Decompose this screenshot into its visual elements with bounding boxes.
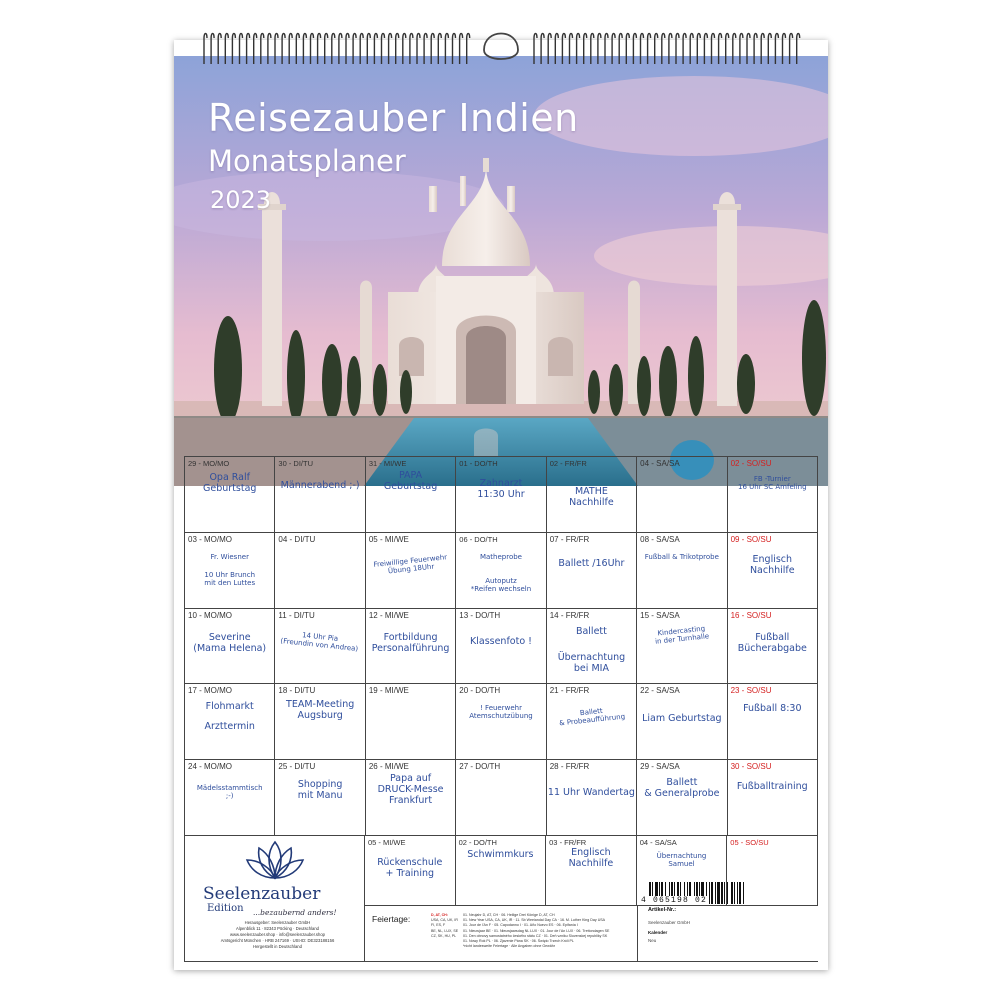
day-cell[interactable]: [547, 533, 637, 609]
day-label: 12 - MI/WE: [368, 610, 409, 620]
day-label: 11 - DI/TU: [278, 610, 315, 620]
day-cell[interactable]: [728, 533, 818, 609]
day-label: 04 - SA/SA: [639, 838, 677, 847]
day-cell[interactable]: [547, 457, 637, 533]
day-label: 29 - MO/MO: [188, 459, 230, 468]
handwritten-note: Autoputz *Reifen wechseln: [470, 576, 532, 593]
day-cell[interactable]: [456, 457, 546, 533]
day-label: 28 - FR/FR: [549, 762, 590, 772]
fine-print-line: Herausgeber: Seelenzauber GmbH: [244, 920, 311, 925]
day-label: 31 - MI/WE: [368, 459, 407, 468]
day-label: 05 - SO/SU: [730, 838, 769, 847]
day-cell[interactable]: [366, 533, 456, 609]
day-cell[interactable]: [185, 457, 275, 533]
holiday-line: *nicht landesweite Feiertage · Alle Angaben ohne Gewähr: [463, 944, 555, 949]
handwritten-note: Zahnarzt 11:30 Uhr: [477, 478, 525, 500]
day-label: 26 - MI/WE: [368, 762, 409, 772]
holiday-line: 01. Nieuwjaar BE · 01. Nieuwjaarsdag NL LUX · 01. Jour de l'An LUX · 06. Trettondagen SE: [463, 928, 610, 933]
fine-print-line: Amtsgericht München · HRB 247169 · USt-ID: DE323188156: [220, 938, 335, 943]
calendar-title: Reisezauber Indien: [208, 96, 579, 140]
day-cell[interactable]: [456, 684, 546, 760]
publisher-name: Seelenzauber: [203, 884, 321, 904]
day-cell[interactable]: [185, 684, 275, 760]
day-cell[interactable]: [185, 609, 275, 685]
day-label: 06 - DO/TH: [459, 534, 498, 544]
handwritten-note: Matheprobe: [479, 552, 522, 561]
day-cell[interactable]: [275, 760, 365, 836]
handwritten-note: Männerabend ;-): [280, 480, 360, 491]
day-label: 27 - DO/TH: [459, 762, 501, 772]
handwritten-note: PAPA Geburtstag: [383, 470, 438, 492]
handwritten-note: 11 Uhr Wandertag: [547, 787, 635, 799]
handwritten-note: Ballett /16Uhr: [558, 557, 625, 569]
product-status: Neu: [648, 938, 657, 943]
day-label: 02 - SO/SU: [730, 459, 772, 468]
day-cell[interactable]: [728, 609, 818, 685]
handwritten-note: Schwimmkurs: [467, 849, 534, 860]
day-label: 22 - SA/SA: [640, 686, 680, 696]
day-cell[interactable]: [547, 609, 637, 685]
handwritten-note: Opa Ralf Geburtstag: [203, 472, 257, 494]
day-cell[interactable]: [637, 760, 727, 836]
publisher-logo: [184, 836, 365, 962]
handwritten-note: FB -Turnier 16 Uhr SC Amfeling: [738, 475, 807, 492]
taj-mahal-photo: [174, 56, 828, 486]
spiral-binding: [174, 28, 828, 66]
day-label: 29 - SA/SA: [640, 762, 680, 772]
day-cell[interactable]: [547, 684, 637, 760]
day-label: 16 - SO/SU: [730, 610, 772, 620]
holiday-line: 01. Den obnovy samostatného českého státu CZ · 01. Deň vzniku Slovenskej republiky SK: [463, 933, 608, 938]
holiday-country: FI, ES, F: [431, 923, 446, 928]
day-label: 03 - FR/FR: [549, 838, 587, 847]
holiday-list: [463, 913, 635, 949]
day-label: 02 - DO/TH: [458, 838, 497, 847]
handwritten-note: Fr. Wiesner: [210, 552, 249, 561]
handwritten-note: ! Feuerwehr Atemschutzübung: [469, 704, 533, 721]
fine-print-line: Alpenblick 11 · 82343 Pöcking · Deutschland: [235, 926, 320, 931]
day-cell[interactable]: [456, 609, 546, 685]
barcode-number: 4 065198 02: [641, 896, 708, 905]
day-cell[interactable]: [547, 760, 637, 836]
day-label: 02 - FR/FR: [549, 459, 587, 468]
day-label: 30 - DI/TU: [278, 459, 314, 468]
handwritten-note: Flohmarkt: [205, 701, 254, 713]
day-label: 04 - DI/TU: [278, 534, 316, 544]
holiday-line: 01. New Year USA, CA, UK, IR · 11. Sb Weeiandal Day CA · 16. M. Luther King Day USA: [463, 918, 606, 923]
handwritten-note: MATHE Nachhilfe: [569, 486, 614, 508]
calendar-subtitle: Monatsplaner: [208, 144, 406, 178]
day-cell[interactable]: [366, 684, 456, 760]
day-cell[interactable]: [637, 533, 727, 609]
handwritten-note: Arzttermin: [204, 721, 255, 733]
handwritten-note: Übernachtung bei MIA: [557, 651, 626, 674]
holiday-country: CZ, SK, HU, PL: [431, 933, 457, 938]
calendar-footer: [184, 836, 818, 962]
day-label: 05 - MI/WE: [368, 534, 409, 544]
day-cell[interactable]: [275, 684, 365, 760]
handwritten-note: Fußball 8:30: [743, 703, 802, 715]
handwritten-note: Ballett & Probeaufführung: [558, 707, 626, 728]
day-cell[interactable]: [637, 684, 727, 760]
day-cell[interactable]: [728, 760, 818, 836]
article-number-label: Artikel-Nr.:: [648, 907, 677, 913]
handwritten-note: Klassenfoto !: [470, 635, 532, 647]
handwritten-note: 10 Uhr Brunch mit den Luttes: [204, 570, 256, 587]
day-cell[interactable]: [366, 457, 456, 533]
publisher-tagline: ...bezaubernd anders!: [253, 908, 337, 917]
handwritten-note: Fußball Bücherabgabe: [737, 631, 807, 654]
handwritten-note: Übernachtung Samuel: [656, 852, 707, 869]
product-info: [638, 880, 818, 962]
day-cell[interactable]: [365, 836, 456, 906]
holiday-country: USA, CA, UK, IR: [431, 918, 458, 923]
holidays-label: Feiertage:: [372, 914, 411, 924]
day-label: 17 - MO/MO: [188, 686, 233, 696]
handwritten-note: Shopping mit Manu: [297, 779, 343, 802]
day-cell[interactable]: [456, 836, 547, 906]
day-cell[interactable]: [275, 609, 365, 685]
month-grid: [184, 456, 818, 836]
handwritten-note: Fortbildung Personalführung: [371, 631, 450, 654]
handwritten-note: Englisch Nachhilfe: [568, 847, 614, 869]
day-label: 20 - DO/TH: [459, 686, 501, 696]
day-cell[interactable]: [366, 609, 456, 685]
holidays-box: [365, 906, 638, 962]
handwritten-note: TEAM-Meeting Augsburg: [286, 699, 355, 722]
day-label: 04 - SA/SA: [640, 459, 680, 468]
calendar-year: 2023: [210, 186, 272, 214]
lotus-logo-icon: [245, 838, 305, 884]
holiday-country: BE, NL, LUX, SE: [431, 928, 459, 933]
day-label: 14 - FR/FR: [549, 610, 590, 620]
holiday-line: 01. Nowy Rok PL · 06. Zjavenie Pána SK · 06. Święto Trzech Króli PL: [463, 939, 574, 944]
handwritten-note: Mädelsstammtisch ;-): [196, 784, 263, 801]
day-cell[interactable]: [728, 684, 818, 760]
day-label: 03 - MO/MO: [188, 534, 233, 544]
handwritten-note: Freiwillige Feuerwehr Übung 18Uhr: [372, 552, 448, 576]
fine-print-line: Hergestellt in Deutschland: [253, 944, 302, 949]
holiday-countries: [431, 913, 461, 939]
calendar-label: Kalender: [648, 930, 668, 935]
handwritten-note: Papa auf DRUCK-Messe Frankfurt: [377, 773, 444, 807]
day-label: 13 - DO/TH: [459, 610, 501, 620]
handwritten-note: Ballett & Generalprobe: [644, 777, 720, 800]
company-name: Seelenzauber GmbH: [648, 920, 691, 925]
wall-calendar: [174, 40, 828, 970]
day-cell[interactable]: [275, 457, 365, 533]
handwritten-note: Ballett: [575, 625, 607, 637]
day-cell[interactable]: [637, 457, 727, 533]
handwritten-note: Kindercasting in der Turnhalle: [654, 624, 710, 646]
handwritten-note: Fußballtraining: [736, 781, 808, 793]
day-label: 18 - DI/TU: [278, 686, 316, 696]
publisher-edition: Edition: [207, 903, 244, 914]
handwritten-note: 14 Uhr Pia (Freundin von Andrea): [280, 630, 359, 653]
holiday-line: 01. Jour de l'An F · 05. Capodanno I · 01. Año Nuevo ES · 06. Epifanía I: [463, 923, 578, 928]
day-cell[interactable]: [456, 533, 546, 609]
day-label: 23 - SO/SU: [730, 686, 772, 696]
day-label: 09 - SO/SU: [730, 534, 772, 544]
day-label: 25 - DI/TU: [278, 762, 316, 772]
day-cell[interactable]: [366, 760, 456, 836]
day-label: 05 - MI/WE: [368, 838, 406, 847]
day-label: 01 - DO/TH: [459, 459, 498, 468]
day-cell[interactable]: [456, 760, 546, 836]
handwritten-note: Severine (Mama Helena): [193, 631, 267, 654]
day-cell[interactable]: [637, 609, 727, 685]
handwritten-note: Englisch Nachhilfe: [749, 553, 795, 576]
day-label: 24 - MO/MO: [188, 762, 233, 772]
holiday-country: D, AT, CH:: [431, 913, 448, 917]
day-label: 21 - FR/FR: [549, 686, 590, 696]
day-label: 15 - SA/SA: [640, 610, 680, 620]
day-cell[interactable]: [185, 760, 275, 836]
day-cell[interactable]: [275, 533, 365, 609]
day-cell[interactable]: [546, 836, 637, 906]
handwritten-note: Rückenschule + Training: [377, 857, 443, 879]
day-label: 07 - FR/FR: [549, 534, 590, 544]
day-label: 19 - MI/WE: [368, 686, 409, 696]
day-cell[interactable]: [728, 457, 818, 533]
handwritten-note: Liam Geburtstag: [642, 713, 722, 725]
day-label: 30 - SO/SU: [730, 762, 772, 772]
day-label: 08 - SA/SA: [640, 534, 680, 544]
fine-print-line: www.seelenzauber.shop · info@seelenzauber.shop: [229, 932, 326, 937]
handwritten-note: Fußball & Trikotprobe: [644, 552, 719, 561]
day-cell[interactable]: [185, 533, 275, 609]
day-label: 10 - MO/MO: [188, 610, 233, 620]
holiday-line: 01. Neujahr D, AT, CH · 06. Heilige Drei Könige D, AT, CH: [463, 913, 555, 917]
